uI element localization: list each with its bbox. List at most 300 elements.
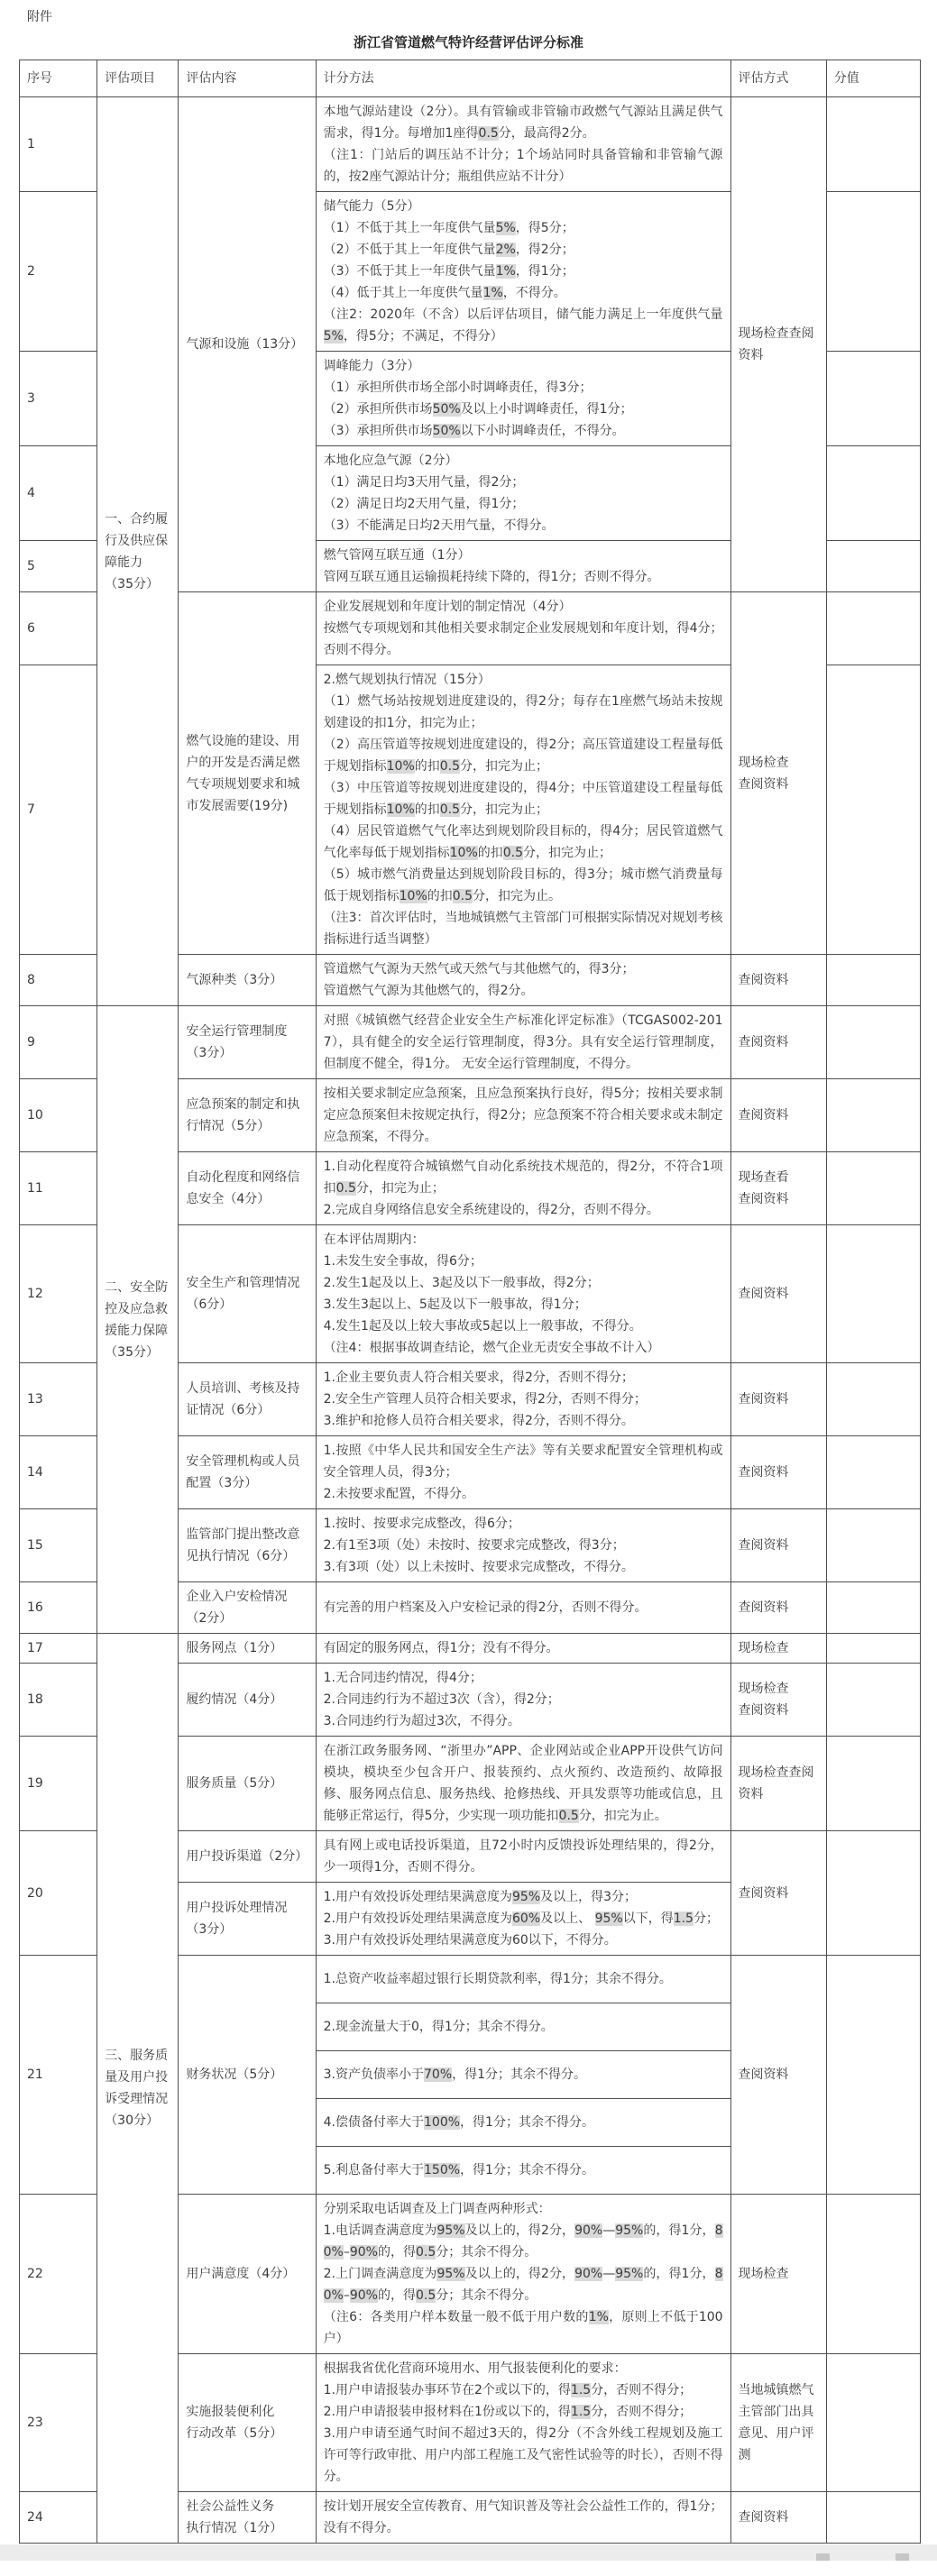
item-paragraph: 三、服务质量及用户投诉受理情况 bbox=[105, 2049, 169, 2106]
field-shading: 0.5 bbox=[439, 759, 461, 774]
method-cell bbox=[316, 2003, 730, 2051]
table-header-row bbox=[20, 60, 921, 97]
method-paragraph: 根据我省优化营商环境用水、用气报装便利化的要求： bbox=[323, 2361, 627, 2376]
no-paragraph: 6 bbox=[27, 621, 35, 636]
no-cell bbox=[20, 1831, 97, 1956]
score-cell bbox=[826, 2195, 920, 2354]
method-paragraph: （4）低于其上一年度供气量1%，不得分。 bbox=[323, 286, 566, 300]
no-cell bbox=[20, 2195, 97, 2354]
method-paragraph: 1.未发生安全事故，得6分； bbox=[323, 1254, 482, 1269]
field-shading: 80% bbox=[323, 2223, 723, 2260]
method-cell bbox=[316, 2195, 730, 2354]
method-cell bbox=[316, 2354, 730, 2492]
method-paragraph: 本地气源站建设（2分）。具有管输或非管输市政燃气气源站且满足供气需求，得1分。每增加1座得0.5分，最高得2分。 bbox=[323, 105, 723, 141]
score-cell bbox=[826, 352, 920, 446]
method-cell bbox=[316, 1079, 730, 1152]
no-cell bbox=[20, 1956, 97, 2195]
method-paragraph: 有完善的用户档案及入户安检记录的得2分，否则不得分。 bbox=[323, 1600, 648, 1615]
mode-cell bbox=[730, 1664, 826, 1737]
content-cell bbox=[179, 2492, 316, 2544]
method-paragraph: 2.用户有效投诉处理结果满意度为60%及以上、 95%以下，得1.5分； bbox=[323, 1911, 719, 1926]
score-cell bbox=[826, 1225, 920, 1363]
content-paragraph: 社会公益性义务 bbox=[186, 2499, 275, 2514]
method-paragraph: 5.利息备付率大于150%，得1分；其余不得分。 bbox=[323, 2163, 594, 2177]
no-paragraph: 20 bbox=[27, 1885, 43, 1901]
method-cell bbox=[316, 541, 730, 592]
method-cell bbox=[316, 1225, 730, 1363]
field-shading: 0.5 bbox=[415, 2245, 436, 2260]
no-cell bbox=[20, 1079, 97, 1152]
method-paragraph: 1.用户有效投诉处理结果满意度为95%及以上，得3分； bbox=[323, 1890, 638, 1904]
method-paragraph: 3.资产负债率小于70%，得1分；其余不得分。 bbox=[323, 2067, 587, 2082]
content-paragraph: 气源和设施（13分） bbox=[186, 337, 304, 352]
no-paragraph: 14 bbox=[27, 1465, 43, 1480]
field-shading: 95% bbox=[594, 1911, 623, 1926]
no-cell bbox=[20, 1634, 97, 1664]
column-header-2: 评估内容 bbox=[179, 60, 316, 97]
item-paragraph: 一、合约履行及供应保障能力 bbox=[105, 511, 169, 570]
content-cell bbox=[179, 1152, 316, 1225]
method-paragraph: （5）城市燃气消费量达到规划阶段目标的，得3分；城市燃气消费量每低于规划指标10%的扣0.5分，扣完为止。 bbox=[323, 867, 723, 903]
column-header-4: 评估方式 bbox=[730, 60, 826, 97]
content-paragraph: 监管部门提出整改意见执行情况（6分） bbox=[186, 1527, 300, 1563]
method-cell bbox=[316, 1582, 730, 1634]
field-shading: 95% bbox=[436, 2223, 465, 2238]
field-shading: 1% bbox=[495, 264, 516, 279]
method-cell bbox=[316, 97, 730, 192]
method-cell bbox=[316, 446, 730, 541]
mode-cell bbox=[730, 2492, 826, 2544]
item-cell bbox=[97, 1006, 179, 1634]
mode-cell bbox=[730, 97, 826, 592]
method-paragraph: 1.电话调查满意度为95%及以上的，得2分，90%—95%的，得1分，80%–90%的，得0.5分；其余不得分。 bbox=[323, 2223, 723, 2260]
method-paragraph: 2.未按要求配置，不得分。 bbox=[323, 1487, 474, 1501]
no-paragraph: 4 bbox=[27, 486, 35, 500]
method-cell bbox=[316, 2051, 730, 2099]
mode-paragraph: 查阅资料 bbox=[738, 1600, 789, 1615]
field-shading: 70% bbox=[424, 2067, 453, 2082]
item-paragraph: 二、安全防控及应急救援能力保障 bbox=[105, 1279, 169, 1338]
no-paragraph: 8 bbox=[27, 973, 35, 987]
mode-paragraph: 查阅资料 bbox=[738, 1392, 789, 1407]
no-paragraph: 2 bbox=[27, 264, 35, 279]
mode-paragraph: 查阅资料 bbox=[738, 2067, 789, 2082]
content-cell bbox=[179, 1634, 316, 1664]
column-header-0: 序号 bbox=[20, 60, 97, 97]
content-cell bbox=[179, 1664, 316, 1737]
method-paragraph: 企业发展规划和年度计划的制定情况（4分） bbox=[323, 600, 572, 614]
mode-paragraph: 查阅资料 bbox=[738, 1465, 789, 1480]
method-cell bbox=[316, 1363, 730, 1436]
mode-paragraph: 现场检查 bbox=[738, 2267, 789, 2281]
mode-cell bbox=[730, 592, 826, 955]
no-paragraph: 11 bbox=[27, 1181, 43, 1196]
method-cell bbox=[316, 592, 730, 665]
method-paragraph: （4）居民管道燃气气化率达到规划阶段目标的，得4分；居民管道燃气气化率每低于规划指标10%的扣0.5分，扣完为止； bbox=[323, 824, 723, 860]
content-paragraph: 应急预案的制定和执行情况（5分） bbox=[186, 1097, 300, 1133]
method-paragraph: 储气能力（5分） bbox=[323, 199, 420, 214]
no-paragraph: 22 bbox=[27, 2267, 43, 2281]
mode-paragraph: 查阅资料 bbox=[738, 1703, 789, 1718]
page-bottom-strip bbox=[0, 2544, 937, 2561]
no-cell bbox=[20, 446, 97, 541]
content-paragraph: 企业入户安检情况 bbox=[186, 1590, 288, 1604]
method-paragraph: （1）满足日均3天用气量，得2分； bbox=[323, 475, 525, 490]
field-shading: 10% bbox=[449, 846, 478, 860]
content-cell bbox=[179, 1737, 316, 1831]
field-shading: 0.5 bbox=[502, 846, 524, 860]
content-paragraph: 财务状况（5分） bbox=[186, 2067, 283, 2082]
score-cell bbox=[826, 592, 920, 665]
content-paragraph: 用户投诉处理情况 bbox=[186, 1901, 288, 1915]
mode-paragraph: 查阅资料 bbox=[738, 973, 789, 987]
content-paragraph: 用户投诉渠道（2分） bbox=[186, 1849, 308, 1864]
method-cell bbox=[316, 192, 730, 352]
mode-paragraph: 当地城镇燃气主管部门出具意见、用户评测 bbox=[738, 2383, 814, 2462]
no-cell bbox=[20, 192, 97, 352]
method-cell bbox=[316, 1883, 730, 1956]
method-paragraph: 1.按时、按要求完成整改，得6分； bbox=[323, 1517, 520, 1531]
method-paragraph: 燃气管网互联互通（1分） bbox=[323, 548, 471, 563]
method-paragraph: 2.完成自身网络信息安全系统建设的，得2分，否则不得分。 bbox=[323, 1203, 659, 1217]
method-paragraph: 3.有3项（处）以上未按时、按要求完成整改，不得分。 bbox=[323, 1560, 634, 1574]
method-cell bbox=[316, 1831, 730, 1883]
method-paragraph: 2.发生1起及以上、3起及以下一般事故，得2分； bbox=[323, 1276, 600, 1290]
method-paragraph: （1）不低于其上一年度供气量5%，得5分； bbox=[323, 221, 574, 235]
no-paragraph: 16 bbox=[27, 1600, 43, 1615]
method-cell bbox=[316, 2147, 730, 2195]
mode-cell bbox=[730, 1079, 826, 1152]
mode-cell bbox=[730, 2195, 826, 2354]
no-cell bbox=[20, 2492, 97, 2544]
method-cell bbox=[316, 1634, 730, 1664]
no-cell bbox=[20, 2354, 97, 2492]
no-cell bbox=[20, 1152, 97, 1225]
method-paragraph: 1.无合同违约情况，得4分； bbox=[323, 1671, 482, 1685]
content-paragraph: （3分） bbox=[186, 1046, 233, 1060]
content-cell bbox=[179, 955, 316, 1006]
field-shading: 90% bbox=[574, 2223, 603, 2238]
field-shading: 95% bbox=[512, 1890, 541, 1904]
no-cell bbox=[20, 352, 97, 446]
method-paragraph: 按燃气专项规划和其他相关要求制定企业发展规划和年度计划，得4分；否则不得分。 bbox=[323, 621, 723, 657]
mode-cell bbox=[730, 1737, 826, 1831]
method-paragraph: 2.现金流量大于0，得1分；其余不得分。 bbox=[323, 2020, 554, 2034]
no-paragraph: 21 bbox=[27, 2067, 43, 2082]
item-paragraph: （35分） bbox=[105, 576, 159, 591]
content-cell bbox=[179, 2354, 316, 2492]
method-paragraph: （注2：2020年（不含）以后评估项目，储气能力满足上一年度供气量5%，得5分；不满足，不得分） bbox=[323, 307, 723, 344]
content-cell bbox=[179, 2195, 316, 2354]
field-shading: 95% bbox=[615, 2223, 644, 2238]
content-paragraph: 执行情况（1分） bbox=[186, 2521, 283, 2535]
score-cell bbox=[826, 1956, 920, 2195]
table-row bbox=[20, 1634, 921, 1664]
method-paragraph: 本地化应急气源（2分） bbox=[323, 454, 458, 468]
score-cell bbox=[826, 2492, 920, 2544]
score-cell bbox=[826, 1831, 920, 1956]
field-shading: 80% bbox=[323, 2267, 723, 2303]
field-shading: 1% bbox=[588, 2310, 609, 2324]
field-shading: 60% bbox=[512, 1911, 541, 1926]
method-paragraph: （注3：首次评估时，当地城镇燃气主管部门可根据实际情况对规划考核指标进行适当调整） bbox=[323, 911, 723, 947]
method-paragraph: 按相关要求制定应急预案，且应急预案执行良好，得5分；按相关要求制定应急预案但未按规定执行，得2分；应急预案不符合相关要求或未制定应急预案，不得分。 bbox=[323, 1086, 723, 1144]
method-paragraph: 1.用户申请报装办事环节在2个或以下的，得1.5分，否则不得分； bbox=[323, 2383, 693, 2397]
method-paragraph: （注1：门站后的调压站不计分；1个场站同时具备管输和非管输气源的，按2座气源站计分；瓶组供应站不计分） bbox=[323, 148, 723, 184]
attachment-label: 附件 bbox=[27, 10, 52, 24]
method-paragraph: 管道燃气气源为其他燃气的，得2分。 bbox=[323, 984, 534, 998]
no-cell bbox=[20, 1509, 97, 1582]
table-body bbox=[20, 97, 921, 2544]
mode-paragraph: 查阅资料 bbox=[738, 776, 789, 792]
mode-paragraph: 查阅资料 bbox=[738, 1192, 789, 1206]
evaluation-table bbox=[19, 60, 921, 2544]
method-paragraph: （3）承担所供市场50%以下小时调峰责任，不得分。 bbox=[323, 424, 625, 438]
method-paragraph: 4.发生1起及以上较大事故或5起以上一般事故，不得分。 bbox=[323, 1319, 642, 1334]
content-paragraph: 燃气设施的建设、用户的开发是否满足燃气专项规划要求和城市发展需要(19分) bbox=[186, 733, 300, 813]
no-cell bbox=[20, 1363, 97, 1436]
method-cell bbox=[316, 665, 730, 955]
score-cell bbox=[826, 541, 920, 592]
content-paragraph: （2分） bbox=[186, 1611, 233, 1626]
method-paragraph: 3.合同违约行为超过3次，不得分。 bbox=[323, 1714, 520, 1728]
no-cell bbox=[20, 665, 97, 955]
method-paragraph: 管网互联互通且运输损耗持续下降的，得1分；否则不得分。 bbox=[323, 570, 660, 584]
content-paragraph: 服务网点（1分） bbox=[186, 1641, 283, 1655]
no-cell bbox=[20, 1737, 97, 1831]
no-cell bbox=[20, 541, 97, 592]
mode-paragraph: 查阅资料 bbox=[738, 1035, 789, 1050]
content-paragraph: 人员培训、考核及持证情况（6分） bbox=[186, 1381, 300, 1417]
no-paragraph: 24 bbox=[27, 2510, 43, 2525]
score-cell bbox=[826, 1363, 920, 1436]
no-cell bbox=[20, 1006, 97, 1079]
no-cell bbox=[20, 1582, 97, 1634]
content-paragraph: 履约情况（4分） bbox=[186, 1692, 283, 1707]
table-header bbox=[20, 60, 921, 97]
method-paragraph: 3.维护和抢修人员符合相关要求，得2分，否则不得分。 bbox=[323, 1414, 634, 1428]
method-cell bbox=[316, 1737, 730, 1831]
column-header-5: 分值 bbox=[826, 60, 920, 97]
method-cell bbox=[316, 2099, 730, 2147]
method-cell bbox=[316, 1152, 730, 1225]
field-shading: 50% bbox=[432, 424, 461, 438]
content-paragraph: 行动改革（5分） bbox=[186, 2426, 283, 2441]
method-paragraph: （1）承担所供市场全部小时调峰责任，得3分； bbox=[323, 380, 593, 395]
method-paragraph: （3）中压管道等按规划进度建设的，得4分；中压管道建设工程量每低于规划指标10%的扣0.5分，扣完为止； bbox=[323, 781, 723, 817]
content-paragraph: 气源种类（3分） bbox=[186, 973, 283, 987]
scrollbar-thumb[interactable] bbox=[816, 2553, 830, 2561]
field-shading: 5% bbox=[323, 329, 344, 344]
no-cell bbox=[20, 1664, 97, 1737]
method-paragraph: 2.燃气规划执行情况（15分） bbox=[323, 673, 491, 687]
mode-paragraph: 现场检查查阅资料 bbox=[738, 1765, 814, 1801]
mode-paragraph: 现场检查 bbox=[738, 1641, 789, 1655]
mode-cell bbox=[730, 1152, 826, 1225]
item-cell bbox=[97, 97, 179, 1006]
method-cell bbox=[316, 1006, 730, 1079]
mode-cell bbox=[730, 1006, 826, 1079]
mode-paragraph: 查阅资料 bbox=[738, 1538, 789, 1553]
no-paragraph: 10 bbox=[27, 1108, 43, 1123]
method-paragraph: 分别采取电话调查及上门调查两种形式： bbox=[323, 2202, 551, 2216]
content-cell bbox=[179, 1956, 316, 2195]
method-paragraph: 2.用户申请报装申报材料在1份或以下的，得1.5分，否则不得分； bbox=[323, 2405, 693, 2419]
score-cell bbox=[826, 446, 920, 541]
field-shading: 90% bbox=[574, 2267, 603, 2281]
no-paragraph: 12 bbox=[27, 1287, 43, 1301]
field-shading: 10% bbox=[386, 759, 415, 774]
method-paragraph: （2）不低于其上一年度供气量2%，得2分； bbox=[323, 243, 574, 257]
score-cell bbox=[826, 1634, 920, 1664]
score-cell bbox=[826, 97, 920, 192]
field-shading: 1% bbox=[482, 286, 503, 300]
field-shading: 90% bbox=[349, 2245, 378, 2260]
mode-cell bbox=[730, 1582, 826, 1634]
method-paragraph: 1.按照《中华人民共和国安全生产法》等有关要求配置安全管理机构或安全管理人员，得3分； bbox=[323, 1444, 723, 1480]
content-cell bbox=[179, 1006, 316, 1079]
score-cell bbox=[826, 1509, 920, 1582]
method-paragraph: 有固定的服务网点，得1分；没有不得分。 bbox=[323, 1641, 559, 1655]
score-cell bbox=[826, 2354, 920, 2492]
method-paragraph: （3）不能满足日均2天用气量，不得分。 bbox=[323, 518, 555, 533]
content-cell bbox=[179, 1436, 316, 1509]
method-paragraph: 3.用户有效投诉处理结果满意度为60以下，不得分。 bbox=[323, 1933, 617, 1948]
method-paragraph: （2）高压管道等按规划进度建设的，得2分；高压管道建设工程量每低于规划指标10%的扣0.5分，扣完为止； bbox=[323, 738, 723, 774]
method-paragraph: 调峰能力（3分） bbox=[323, 359, 420, 373]
method-cell bbox=[316, 955, 730, 1006]
no-paragraph: 9 bbox=[27, 1035, 35, 1050]
content-cell bbox=[179, 1363, 316, 1436]
method-paragraph: 1.企业主要负责人符合相关要求，得2分，否则不得分； bbox=[323, 1371, 634, 1385]
method-paragraph: 3.发生3起以上、5起及以下一般事故，得1分； bbox=[323, 1297, 587, 1312]
content-cell bbox=[179, 1582, 316, 1634]
field-shading: 0.5 bbox=[558, 1809, 579, 1823]
column-header-3: 计分方法 bbox=[316, 60, 730, 97]
method-paragraph: （注4：根据事故调查结论，燃气企业无责安全事故不计入） bbox=[323, 1341, 660, 1355]
score-cell bbox=[826, 1737, 920, 1831]
mode-paragraph: 查阅资料 bbox=[738, 1108, 789, 1123]
no-paragraph: 15 bbox=[27, 1538, 43, 1553]
content-paragraph: （3分） bbox=[186, 1922, 233, 1937]
content-paragraph: 安全生产和管理情况（6分） bbox=[186, 1276, 300, 1312]
method-cell bbox=[316, 2492, 730, 2544]
method-paragraph: 3.用户申请至通气时间不超过3天的，得2分（不含外线工程规划及施工许可等行政审批、用户内部工程施工及气密性试验等的时长），否则不得分。 bbox=[323, 2426, 723, 2484]
no-paragraph: 23 bbox=[27, 2416, 43, 2430]
content-cell bbox=[179, 1509, 316, 1582]
field-shading: 0.5 bbox=[452, 889, 473, 903]
method-cell bbox=[316, 1436, 730, 1509]
field-shading: 100% bbox=[424, 2115, 461, 2130]
mode-paragraph: 现场检查 bbox=[738, 1682, 789, 1696]
content-cell bbox=[179, 1831, 316, 1883]
field-shading: 1.5 bbox=[673, 1911, 694, 1926]
method-paragraph: （注6：各类用户样本数量一般不低于用户数的1%，原则上不低于100户） bbox=[323, 2310, 723, 2346]
method-cell bbox=[316, 1509, 730, 1582]
method-cell bbox=[316, 1664, 730, 1737]
score-cell bbox=[826, 1079, 920, 1152]
mode-cell bbox=[730, 1634, 826, 1664]
scrollbar-button[interactable] bbox=[896, 2553, 909, 2561]
method-paragraph: 在本评估周期内： bbox=[323, 1233, 425, 1247]
mode-paragraph: 查阅资料 bbox=[738, 1885, 789, 1901]
field-shading: 0.5 bbox=[439, 802, 461, 817]
content-paragraph: 安全运行管理制度 bbox=[186, 1024, 288, 1039]
method-paragraph: 对照《城镇燃气经营企业安全生产标准化评定标准》（TCGAS002-2017），具有健全的安全运行管理制度，得3分。具有安全运行管理制度，但制度不健全，得1分。 无安全运行管理制度，不得分。 bbox=[323, 1013, 723, 1071]
content-cell bbox=[179, 1225, 316, 1363]
field-shading: 50% bbox=[432, 402, 461, 417]
field-shading: 2% bbox=[495, 243, 516, 257]
mode-cell bbox=[730, 1831, 826, 1956]
method-paragraph: 1.总资产收益率超过银行长期贷款利率，得1分；其余不得分。 bbox=[323, 1972, 672, 1986]
no-cell bbox=[20, 97, 97, 192]
method-paragraph: 2.上门调查满意度为95%及以上的，得2分，90%—95%的，得1分，80%–90%的，得0.5分；其余不得分。 bbox=[323, 2267, 723, 2303]
content-cell bbox=[179, 592, 316, 955]
field-shading: 0.5 bbox=[415, 2288, 436, 2303]
field-shading: 1.5 bbox=[570, 2405, 592, 2419]
score-cell bbox=[826, 192, 920, 352]
field-shading: 90% bbox=[349, 2288, 378, 2303]
content-paragraph: 服务质量（5分） bbox=[186, 1776, 283, 1791]
item-paragraph: （30分） bbox=[105, 2113, 159, 2128]
score-cell bbox=[826, 955, 920, 1006]
method-paragraph: 1.自动化程度符合城镇燃气自动化系统技术规范的，得2分，不符合1项扣0.5分，扣完为止； bbox=[323, 1160, 723, 1196]
table-row bbox=[20, 1006, 921, 1079]
mode-paragraph: 现场查看 bbox=[738, 1170, 789, 1185]
field-shading: 95% bbox=[436, 2267, 465, 2281]
method-paragraph: 2.有1至3项（处）未按时、按要求完成整改，得3分； bbox=[323, 1538, 625, 1553]
content-paragraph: 用户满意度（4分） bbox=[186, 2267, 296, 2281]
item-paragraph: （35分） bbox=[105, 1344, 159, 1360]
method-paragraph: （1）燃气场站按规划进度建设的，得2分；每存在1座燃气场站未按规划建设的扣1分，扣完为止； bbox=[323, 694, 723, 730]
mode-cell bbox=[730, 1436, 826, 1509]
method-paragraph: 2.合同违约行为不超过3次（含），得2分； bbox=[323, 1692, 560, 1707]
content-paragraph: 自动化程度和网络信息安全（4分） bbox=[186, 1170, 300, 1206]
no-paragraph: 7 bbox=[27, 802, 35, 817]
method-paragraph: （3）不低于其上一年度供气量1%，得1分； bbox=[323, 264, 574, 279]
field-shading: 0.5 bbox=[335, 1181, 356, 1196]
no-cell bbox=[20, 955, 97, 1006]
no-paragraph: 19 bbox=[27, 1776, 43, 1791]
method-paragraph: 在浙江政务服务网、“浙里办”APP、企业网站或企业APP开设供气访问模块，模块至少包含开户、报装预约、点火预约、改造预约、故障报修、服务网点信息、服务热线、抢修热线、开具发票等功能或信息，且能够正常运行，得5分，少实现一项功能扣0.5分，扣完为止。 bbox=[323, 1744, 723, 1823]
no-cell bbox=[20, 1436, 97, 1509]
field-shading: 95% bbox=[615, 2267, 644, 2281]
mode-paragraph: 现场检查查阅资料 bbox=[738, 326, 814, 362]
table-row bbox=[20, 97, 921, 192]
mode-cell bbox=[730, 1225, 826, 1363]
score-cell bbox=[826, 1664, 920, 1737]
no-paragraph: 3 bbox=[27, 391, 35, 406]
content-paragraph: 安全管理机构或人员配置（3分） bbox=[186, 1454, 300, 1490]
content-cell bbox=[179, 97, 316, 592]
mode-cell bbox=[730, 2354, 826, 2492]
mode-cell bbox=[730, 1509, 826, 1582]
content-cell bbox=[179, 1883, 316, 1956]
no-cell bbox=[20, 592, 97, 665]
method-paragraph: （2）承担所供市场50%及以上小时调峰责任，得1分； bbox=[323, 402, 633, 417]
no-cell bbox=[20, 1225, 97, 1363]
score-cell bbox=[826, 1152, 920, 1225]
content-paragraph: 实施报装便利化 bbox=[186, 2405, 275, 2419]
field-shading: 150% bbox=[424, 2163, 461, 2177]
no-paragraph: 18 bbox=[27, 1692, 43, 1707]
method-paragraph: 按计划开展安全宣传教育、用气知识普及等社会公益性工作的，得1分；没有不得分。 bbox=[323, 2499, 723, 2535]
score-cell bbox=[826, 1006, 920, 1079]
no-paragraph: 1 bbox=[27, 137, 35, 151]
mode-cell bbox=[730, 1956, 826, 2195]
page-title: 浙江省管道燃气特许经营评估评分标准 bbox=[353, 34, 583, 50]
column-header-1: 评估项目 bbox=[97, 60, 179, 97]
